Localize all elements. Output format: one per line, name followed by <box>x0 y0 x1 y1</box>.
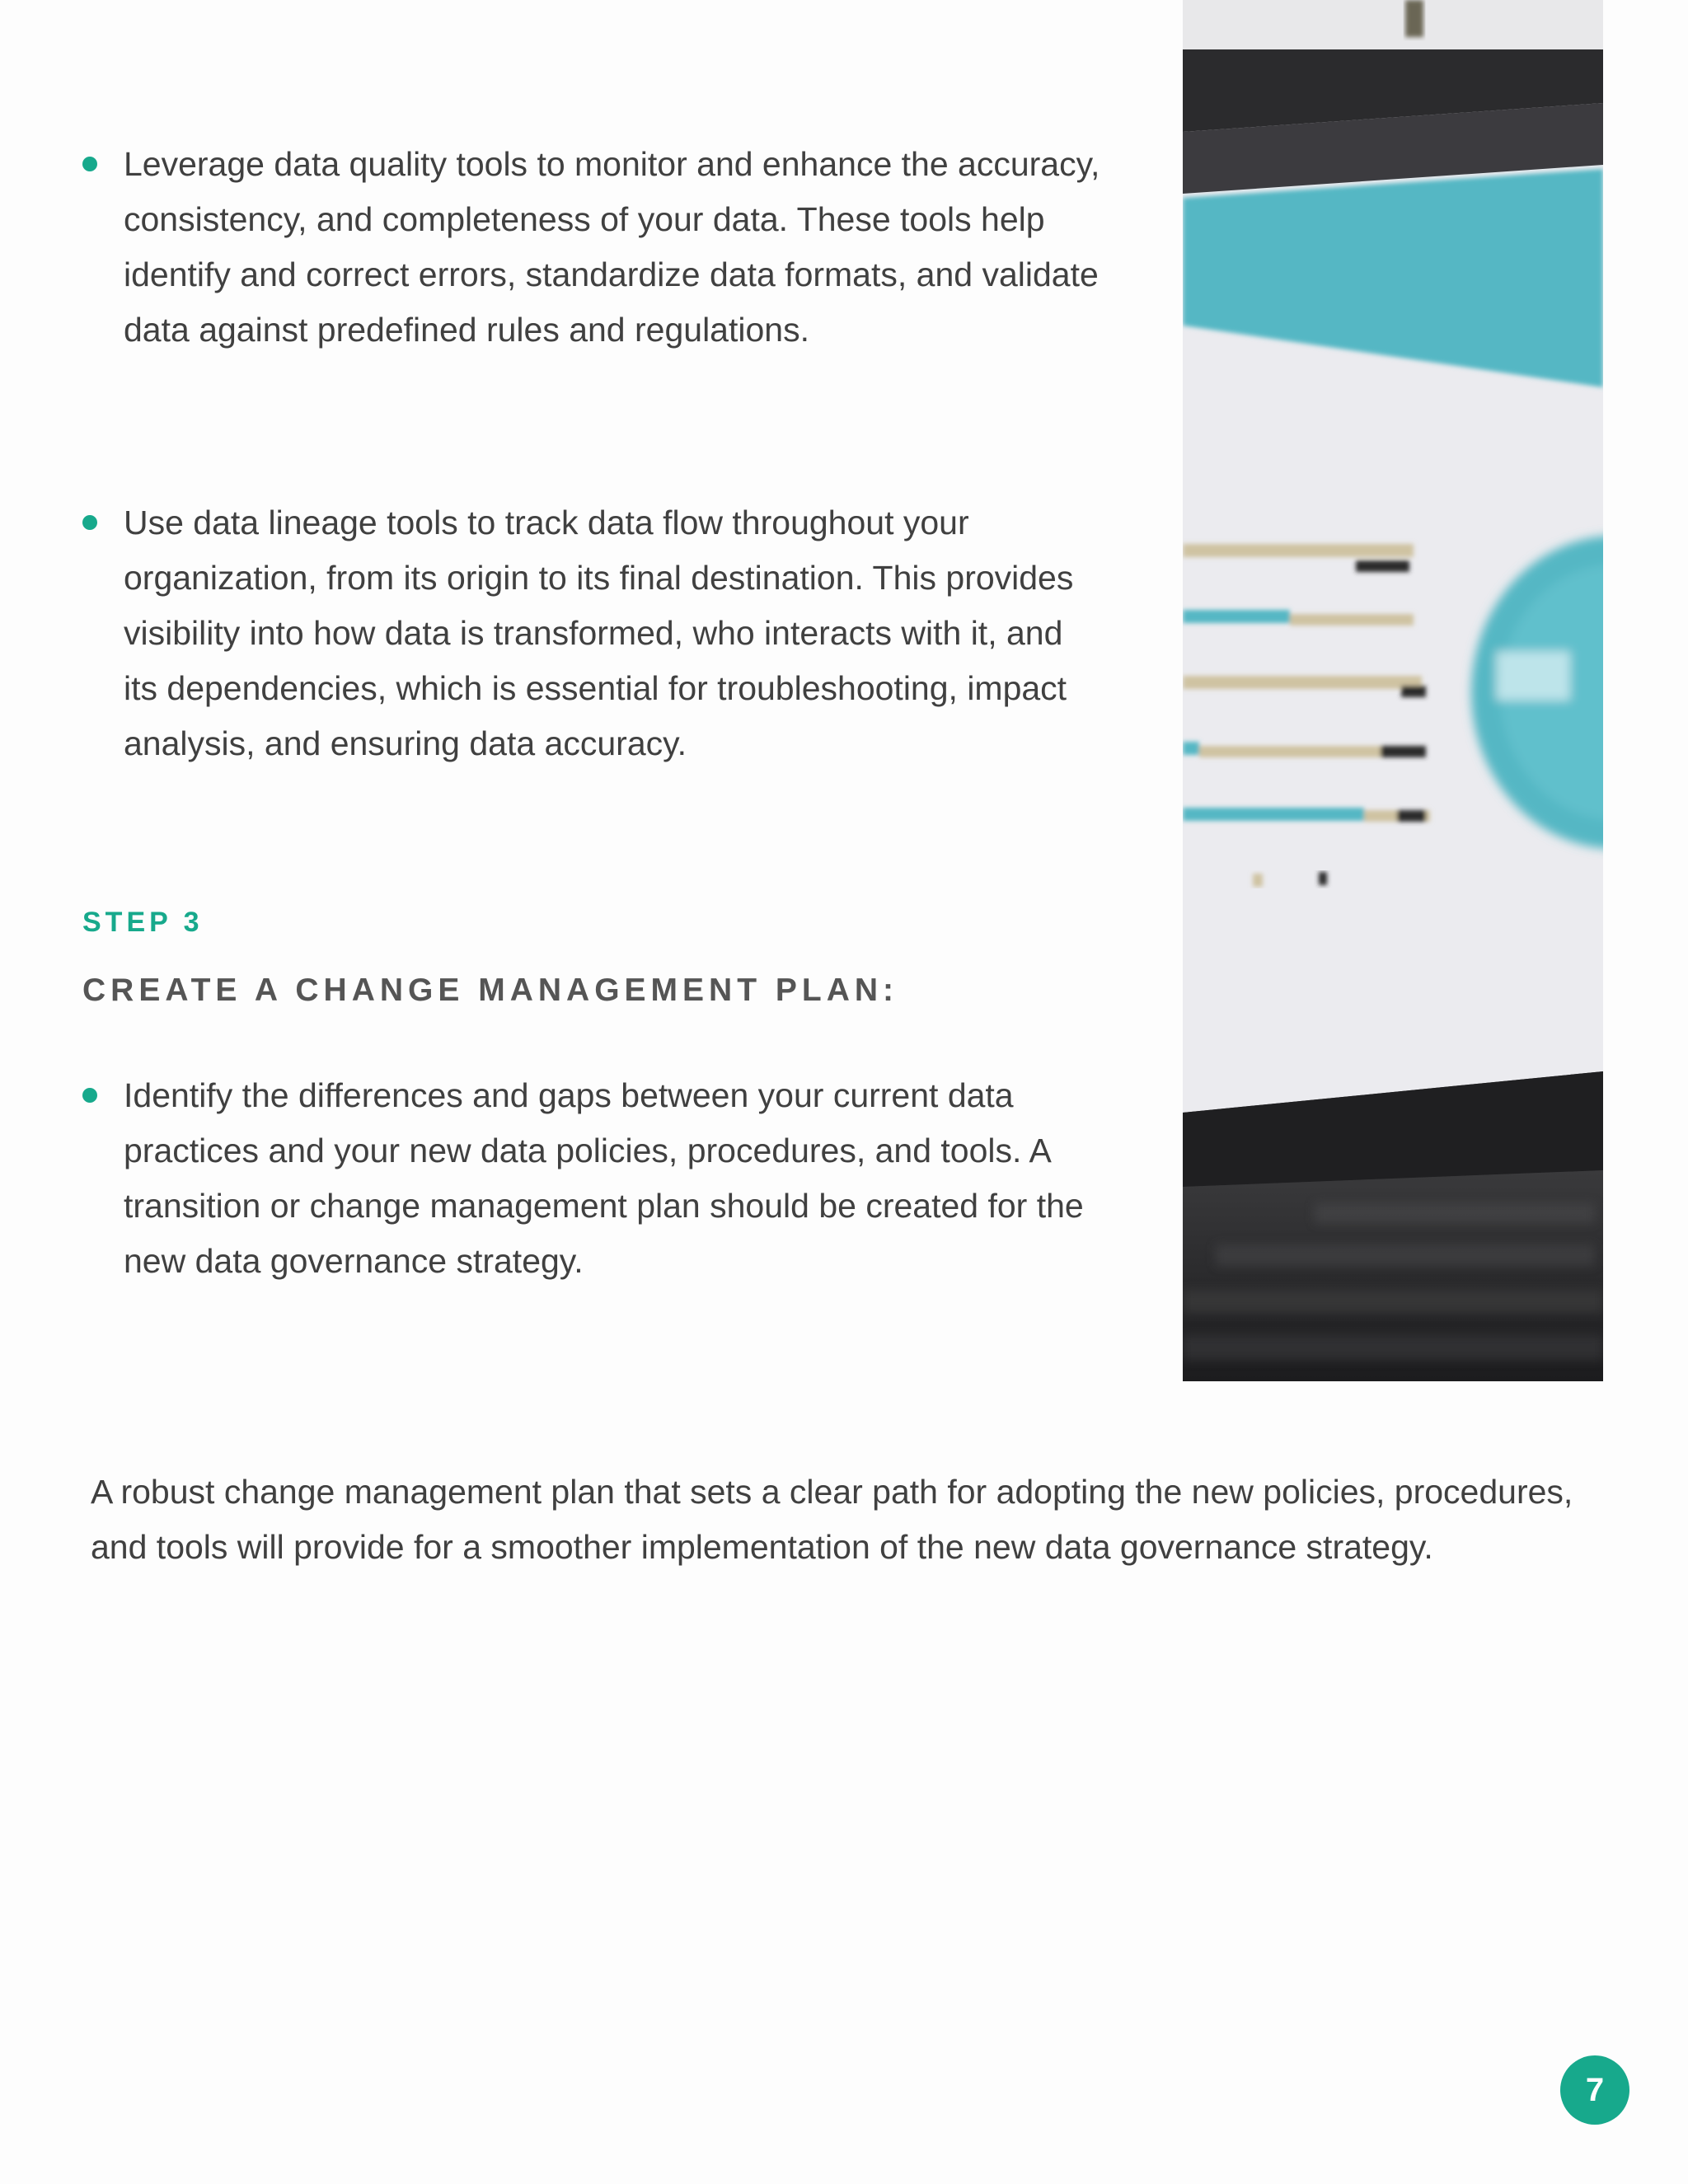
bullet-text: Use data lineage tools to track data flow throughout your organization, from its origin to its final destination. This provides visibility into how data is transformed, who interacts with it, and its dependencies, which is essential for troubleshooting, impact analysis, and ensuring data accuracy. <box>124 504 1074 762</box>
bullet-text: Leverage data quality tools to monitor and enhance the accuracy, consistency, and completeness of your data. These tools help identify and correct errors, standardize data formats, and validate data against predefined rules and regulations. <box>124 145 1100 349</box>
bullet-item-data-lineage <box>82 495 1104 771</box>
bullet-item-change-plan <box>82 1068 1104 1289</box>
summary-paragraph: A robust change management plan that sets a clear path for adopting the new policies, procedures, and tools will provide for a smoother implementation of the new data governance strategy. <box>91 1473 1573 1566</box>
step-label: STEP 3 <box>82 907 204 938</box>
laptop-dashboard-photo <box>1183 0 1603 1381</box>
bullet-item-data-quality <box>82 137 1104 358</box>
bullet-dot-icon <box>82 157 97 171</box>
bullet-dot-icon <box>82 515 97 530</box>
section-heading: CREATE A CHANGE MANAGEMENT PLAN: <box>82 972 899 1008</box>
bullet-text: Identify the differences and gaps between your current data practices and your new data policies, procedures, and tools. A transition or change management plan should be created for the new data governance strategy. <box>124 1076 1084 1280</box>
page-number-badge: 7 <box>1560 2055 1629 2125</box>
bullet-dot-icon <box>82 1088 97 1103</box>
